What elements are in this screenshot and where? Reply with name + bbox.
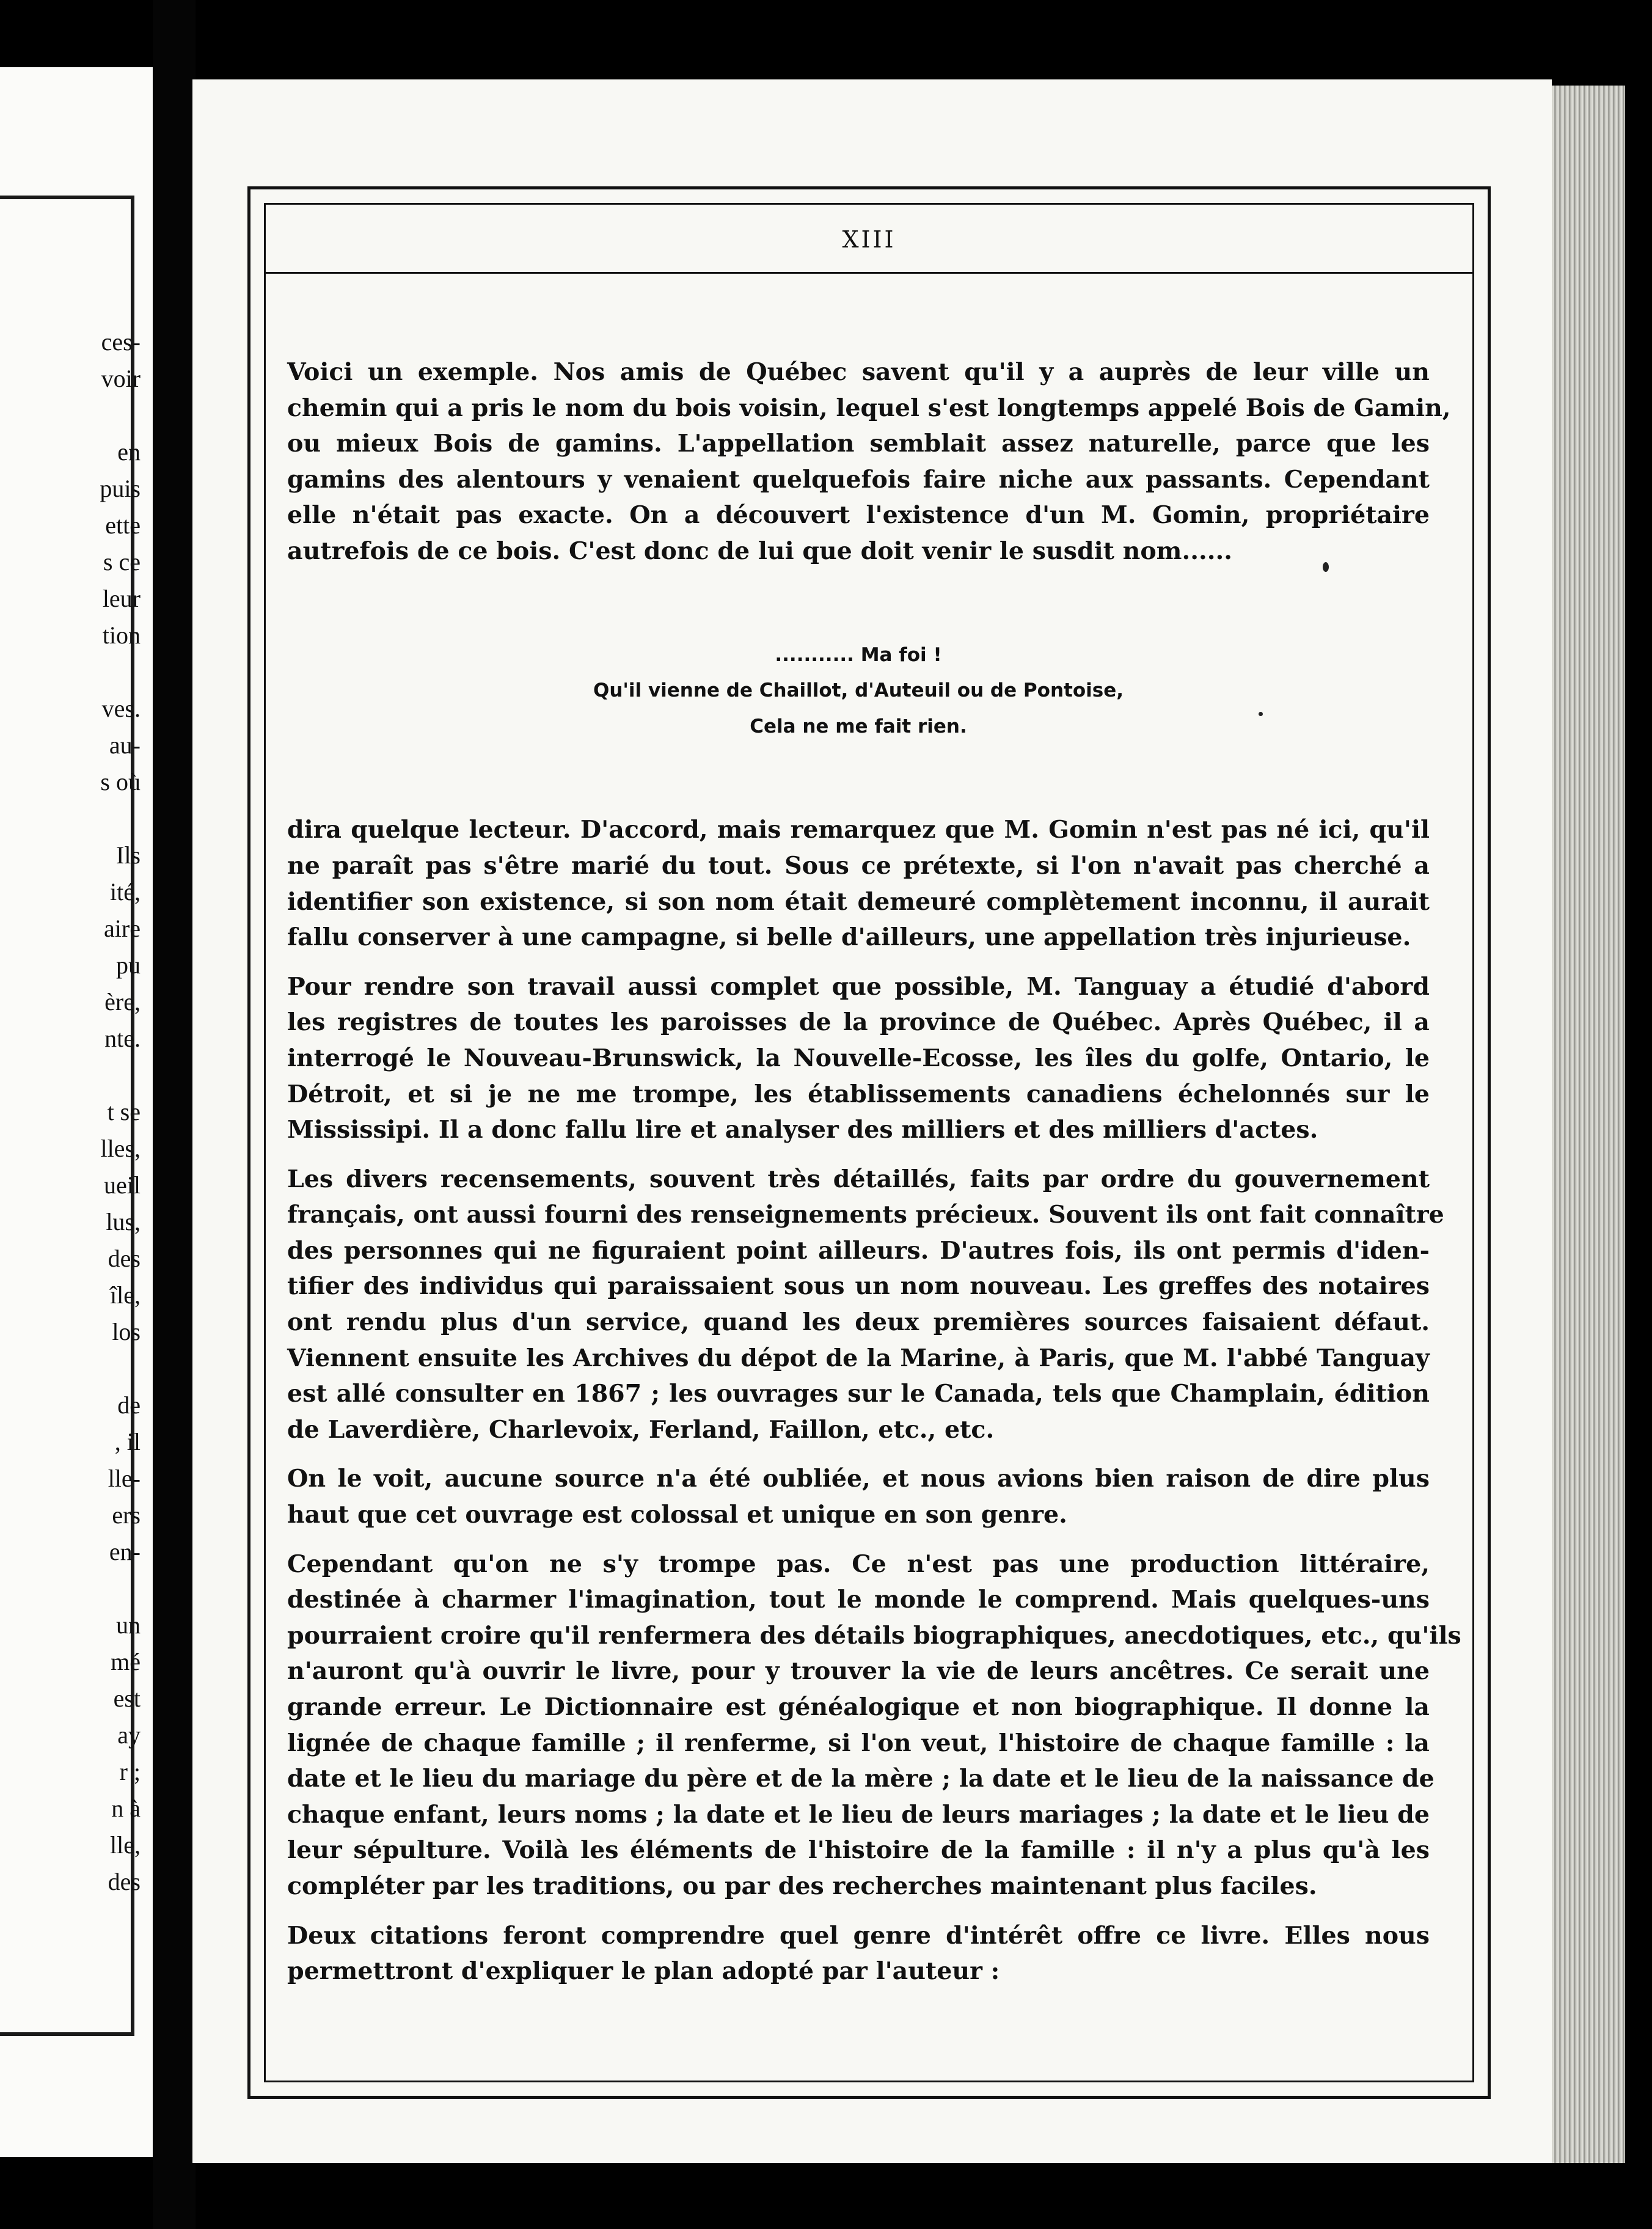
text-line: tifier des individus qui paraissaient sous un nom nouveau. Les greffes des notaires xyxy=(287,1272,1430,1301)
text-line: ne paraît pas s'être marié du tout. Sous ce prétexte, si l'on n'avait pas cherché a xyxy=(287,851,1430,880)
text-line: interrogé le Nouveau-Brunswick, la Nouvelle-Ecosse, les îles du golfe, Ontario, le xyxy=(287,1044,1430,1072)
text-line: Viennent ensuite les Archives du dépot de la Marine, à Paris, que M. l'abbé Tanguay xyxy=(287,1344,1430,1372)
left-page-line: tion xyxy=(102,621,141,649)
left-page-line xyxy=(0,1570,141,1607)
left-page-line: t se xyxy=(107,1098,141,1125)
paragraph-gap xyxy=(287,1989,1430,2003)
left-page-line: de xyxy=(117,1391,141,1419)
text-line: leur sépulture. Voilà les éléments de l'histoire de la famille : il n'y a plus qu'à les xyxy=(287,1836,1430,1865)
left-page-line xyxy=(0,654,141,690)
left-page-line: ueil xyxy=(104,1171,141,1199)
text-line: des personnes qui ne figuraient point ailleurs. D'autres fois, ils ont permis d'iden- xyxy=(287,1236,1430,1265)
text-line: ou mieux Bois de gamins. L'appellation semblait assez naturelle, parce que les xyxy=(287,430,1430,458)
left-page-line: Ils xyxy=(116,841,141,869)
text-line: identifier son existence, si son nom était demeuré complètement inconnu, il aurait xyxy=(287,887,1430,916)
text-line: n'auront qu'à ouvrir le livre, pour y trouver la vie de leurs ancêtres. Ce serait une xyxy=(287,1657,1430,1686)
left-page-line: lus, xyxy=(106,1208,141,1235)
left-page-line: voir xyxy=(101,365,141,392)
paragraph xyxy=(287,354,1451,569)
text-line: de Laverdière, Charlevoix, Ferland, Faillon, etc., etc. xyxy=(287,1415,995,1444)
text-line: Voici un exemple. Nos amis de Québec savent qu'il y a auprès de leur ville un xyxy=(287,358,1430,386)
left-page-line xyxy=(0,1350,141,1387)
text-line: Mississipi. Il a donc fallu lire et analyser des milliers et des milliers d'actes. xyxy=(287,1116,1318,1144)
left-page-line: des xyxy=(108,1868,141,1895)
text-line: Deux citations feront comprendre quel genre d'intérêt offre ce livre. Elles nous xyxy=(287,1921,1430,1950)
book-page xyxy=(192,79,1552,2163)
left-page-line: n à xyxy=(111,1795,141,1822)
text-line: fallu conserver à une campagne, si belle d'ailleurs, une appellation très injurieuse. xyxy=(287,923,1411,952)
paragraph xyxy=(287,812,1430,955)
body-text xyxy=(287,354,1461,2003)
left-page-line: en xyxy=(117,438,141,466)
text-line: gamins des alentours y venaient quelquefois faire niche aux passants. Cependant xyxy=(287,465,1430,494)
left-page-line: un xyxy=(116,1611,141,1639)
text-line: date et le lieu du mariage du père et de la mère ; la date et le lieu de la naissance de xyxy=(287,1765,1435,1793)
text-line: permettront d'expliquer le plan adopté par l'auteur : xyxy=(287,1957,1000,1986)
left-page-line: lles, xyxy=(100,1135,141,1162)
text-line: est allé consulter en 1867 ; les ouvrages sur le Canada, tels que Champlain, édition xyxy=(287,1380,1430,1408)
verse-quotation xyxy=(287,638,1430,745)
text-line: les registres de toutes les paroisses de la province de Québec. Après Québec, il a xyxy=(287,1008,1430,1037)
page-number: XIII xyxy=(842,226,896,253)
left-page-line: los xyxy=(112,1318,141,1345)
left-page-line: lle, xyxy=(110,1831,141,1859)
quote-line: ........... Ma foi ! xyxy=(775,643,942,666)
quote-line: Qu'il vienne de Chaillot, d'Auteuil ou de Pontoise, xyxy=(593,679,1124,702)
paragraph xyxy=(287,1461,1430,1532)
left-page-line: des xyxy=(108,1245,141,1272)
ink-speck xyxy=(1323,562,1329,572)
paragraph xyxy=(287,1546,1461,1905)
paragraph-gap xyxy=(287,1533,1430,1546)
left-page-line: r ; xyxy=(119,1758,141,1785)
left-page-line: ité, xyxy=(110,878,141,906)
text-line: dira quelque lecteur. D'accord, mais remarquez que M. Gomin n'est pas né ici, qu'il xyxy=(287,816,1430,844)
left-page-line: ère, xyxy=(104,988,141,1016)
paragraph xyxy=(287,1162,1444,1448)
text-line: chemin qui a pris le nom du bois voisin, lequel s'est longtemps appelé Bois de Gamin, xyxy=(287,393,1451,422)
book-gutter xyxy=(153,0,196,2229)
left-page-line: ay xyxy=(117,1721,141,1749)
paragraph xyxy=(287,1918,1430,1989)
left-page-line xyxy=(0,800,141,837)
left-page-line: aire xyxy=(104,915,141,942)
text-line: lignée de chaque famille ; il renferme, si l'on veut, l'histoire de chaque famille : la xyxy=(287,1729,1430,1757)
left-page-line xyxy=(0,1057,141,1094)
left-page-line: ces- xyxy=(101,328,141,356)
text-line: Pour rendre son travail aussi complet que possible, M. Tanguay a étudié d'abord xyxy=(287,972,1430,1001)
left-facing-page xyxy=(0,67,153,2157)
left-page-line: pu xyxy=(116,951,141,979)
left-page-line: mé xyxy=(111,1648,141,1675)
text-line: Les divers recensements, souvent très détaillés, faits par ordre du gouvernement xyxy=(287,1165,1430,1193)
text-line: On le voit, aucune source n'a été oubliée, et nous avions bien raison de dire plus xyxy=(287,1465,1430,1493)
text-line: grande erreur. Le Dictionnaire est généalogique et non biographique. Il donne la xyxy=(287,1693,1430,1721)
paragraph xyxy=(287,969,1430,1148)
left-page-line: ers xyxy=(112,1501,141,1529)
left-page-text-fragments xyxy=(0,324,141,1900)
left-page-line: ette xyxy=(105,511,141,539)
paragraph-gap xyxy=(287,1905,1430,1918)
left-page-line: lle- xyxy=(108,1465,141,1492)
text-line: elle n'était pas exacte. On a découvert l'existence d'un M. Gomin, propriétaire xyxy=(287,501,1430,530)
left-page-line: ves. xyxy=(101,695,141,722)
left-page-line: nte. xyxy=(104,1025,141,1052)
text-line: ont rendu plus d'un service, quand les deux premières sources faisaient défaut. xyxy=(287,1308,1430,1337)
quote-line: Cela ne me fait rien. xyxy=(750,715,967,738)
left-page-line: est xyxy=(113,1685,141,1712)
text-line: chaque enfant, leurs noms ; la date et le lieu de leurs mariages ; la date et le lieu de xyxy=(287,1800,1430,1829)
ink-speck xyxy=(1259,712,1263,716)
text-line: français, ont aussi fourni des renseignements précieux. Souvent ils ont fait connaître xyxy=(287,1201,1444,1229)
text-line: Cependant qu'on ne s'y trompe pas. Ce n'est pas une production littéraire, xyxy=(287,1550,1430,1578)
paragraph-gap xyxy=(287,1448,1430,1461)
paragraph-gap xyxy=(287,1148,1430,1162)
left-page-line: , il xyxy=(114,1428,141,1455)
text-line: pourraient croire qu'il renfermera des détails biographiques, anecdotiques, etc., qu'ils xyxy=(287,1621,1461,1650)
left-page-line: s où xyxy=(100,768,141,796)
left-page-line xyxy=(0,397,141,434)
left-page-line: en- xyxy=(109,1538,141,1565)
text-line: Détroit, et si je ne me trompe, les établissements canadiens échelonnés sur le xyxy=(287,1080,1430,1108)
left-page-line: s ce xyxy=(103,548,141,576)
left-page-line: leur xyxy=(102,585,141,612)
paragraph-gap xyxy=(287,956,1430,969)
text-line: compléter par les traditions, ou par des recherches maintenant plus faciles. xyxy=(287,1872,1317,1900)
text-line: haut que cet ouvrage est colossal et unique en son genre. xyxy=(287,1501,1067,1529)
text-line: destinée à charmer l'imagination, tout le monde le comprend. Mais quelques-uns xyxy=(287,1586,1430,1614)
paragraph-gap xyxy=(287,569,1430,583)
left-page-line: au- xyxy=(109,731,141,759)
header-rule xyxy=(266,272,1472,274)
left-page-line: puis xyxy=(100,475,141,502)
left-page-line: île, xyxy=(110,1281,141,1309)
page-fore-edge xyxy=(1552,86,1625,2163)
text-line: autrefois de ce bois. C'est donc de lui que doit venir le susdit nom...... xyxy=(287,536,1232,565)
